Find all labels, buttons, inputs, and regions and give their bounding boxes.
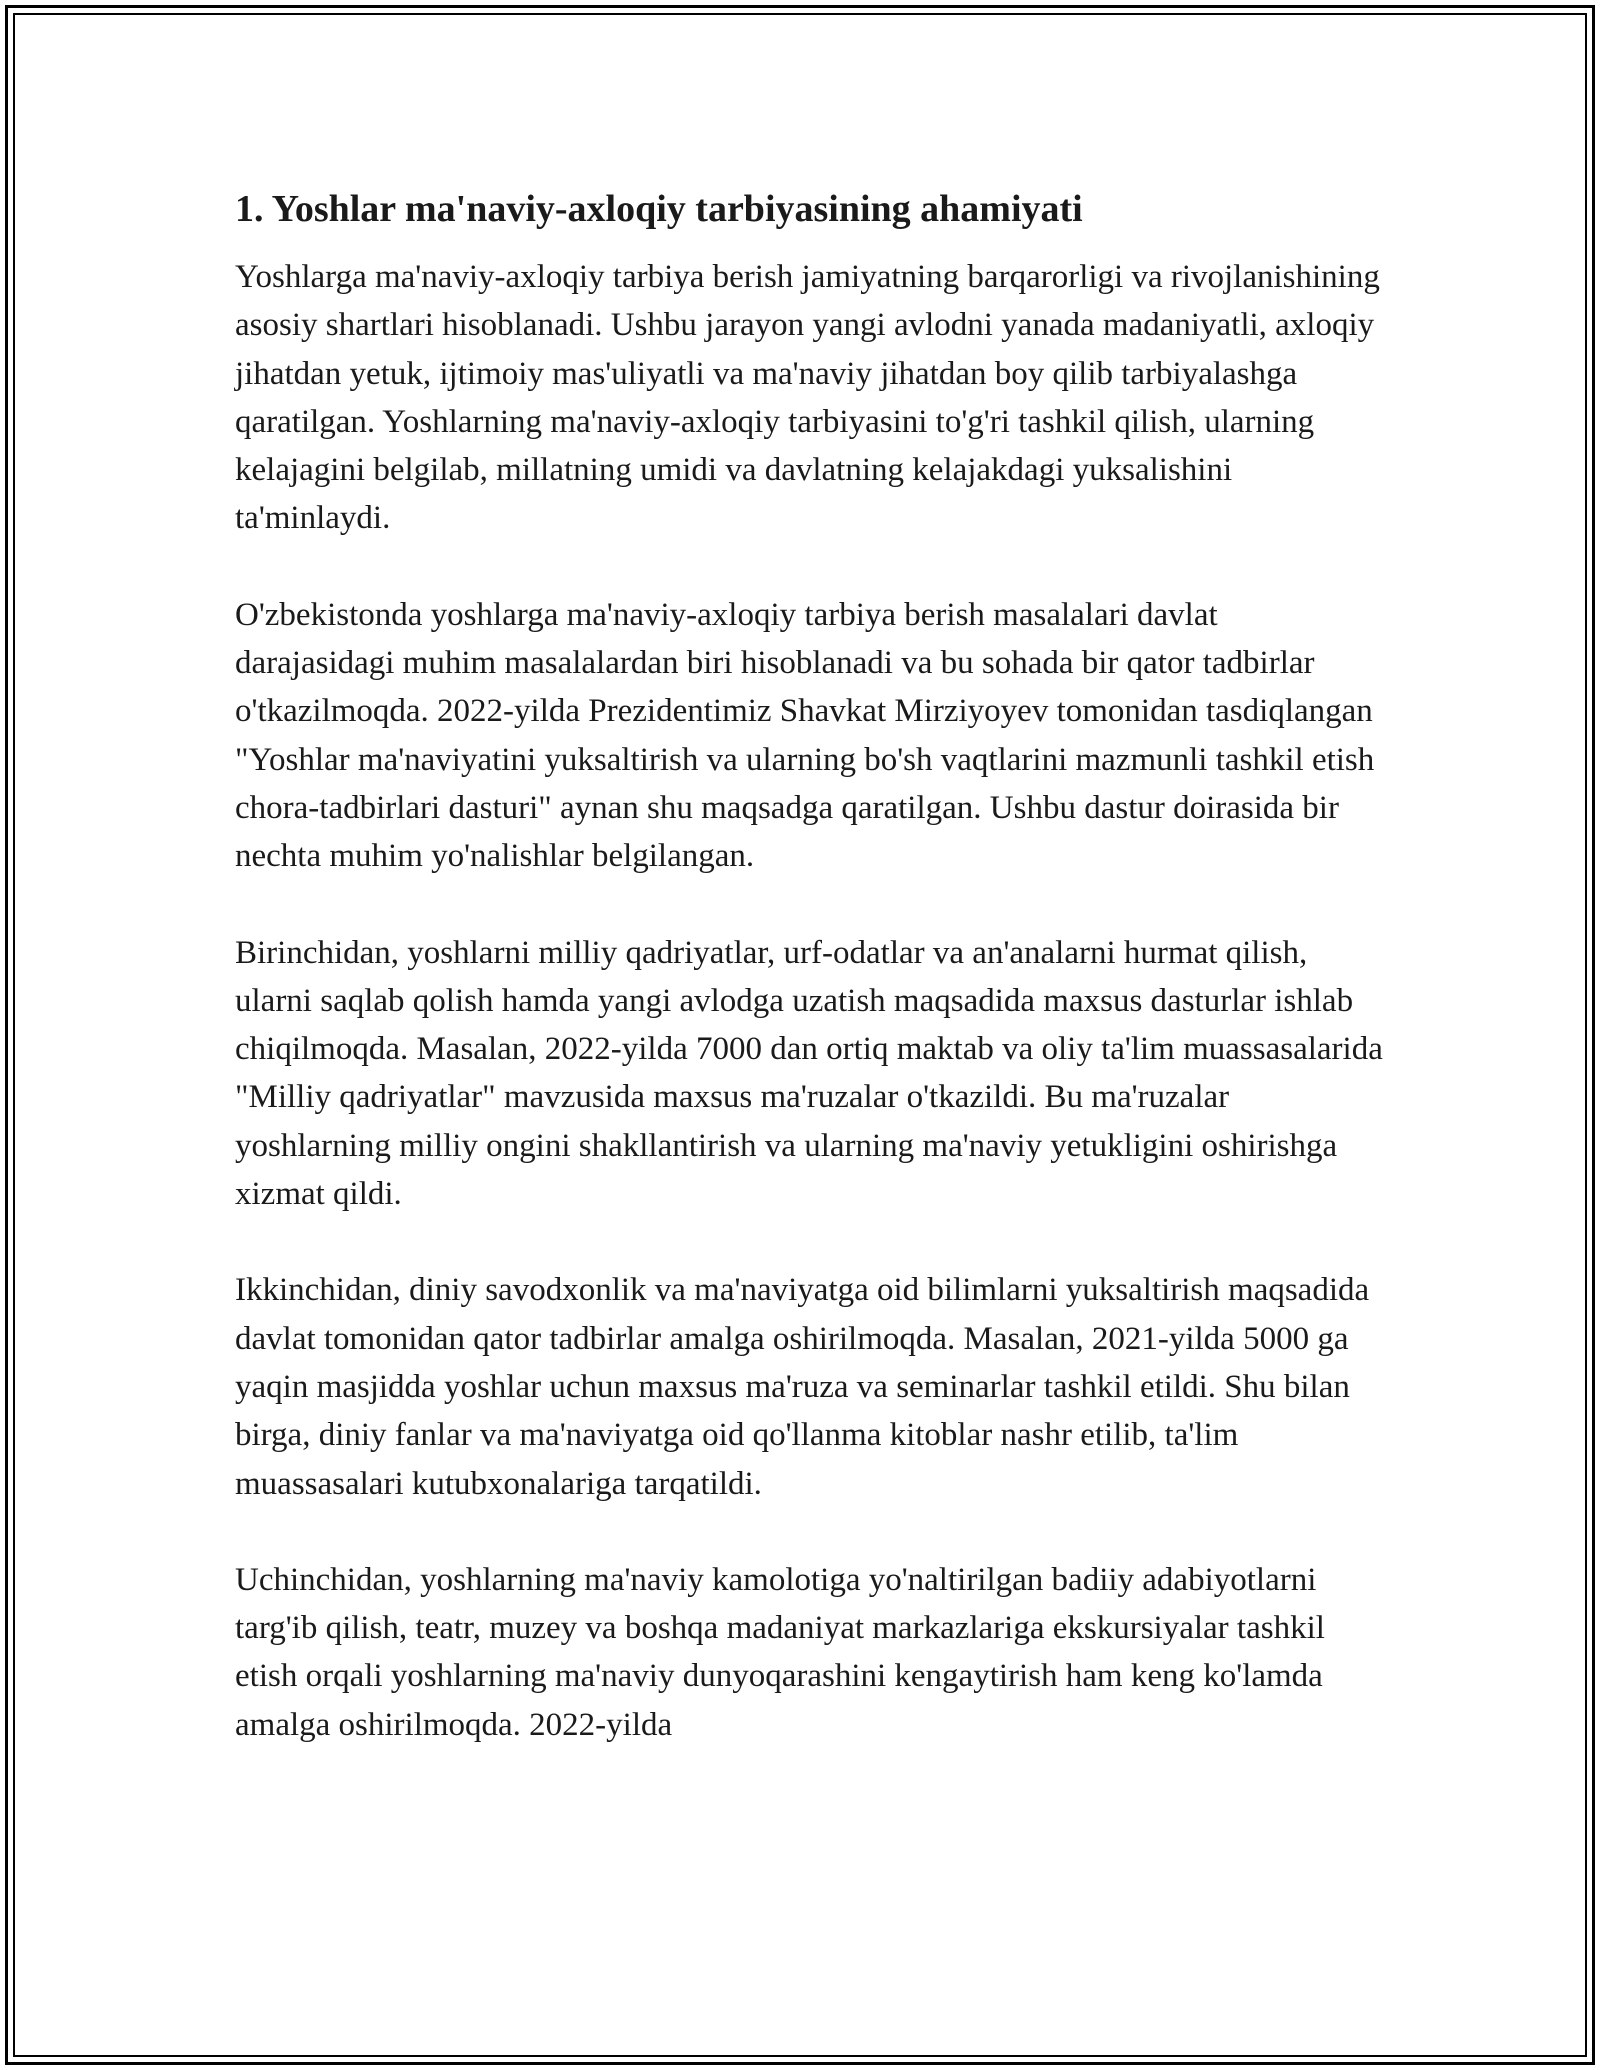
document-body bbox=[235, 185, 1385, 1797]
paragraph-second-direction: Ikkinchidan, diniy savodxonlik va ma'naviyatga oid bilimlarni yuksaltirish maqsadida davlat tomonidan qator tadbirlar amalga oshirilmoqda. Masalan, 2021-yilda 5000 ga yaqin masjidda yoshlar uchun maxsus ma'ruza va seminarlar tashkil etildi. Shu bilan birga, diniy fanlar va ma'naviyatga oid qo'llanma kitoblar nashr etilib, ta'lim muassasalari kutubxonalariga tarqatildi. bbox=[235, 1272, 1370, 1502]
paragraph-first-direction: Birinchidan, yoshlarni milliy qadriyatlar, urf-odatlar va an'analarni hurmat qilish, ularni saqlab qolish hamda yangi avlodga uzatish maqsadida maxsus dasturlar ishlab chiqilmoqda. Masalan, 2022-yilda 7000 dan ortiq maktab va oliy ta'lim muassasalarida "Milliy qadriyatlar" mavzusida maxsus ma'ruzalar o'tkazildi. Bu ma'ruzalar yoshlarning milliy ongini shakllantirish va ularning ma'naviy yetukligini oshirishga xizmat qildi. bbox=[235, 934, 1383, 1213]
paragraph-state-program: O'zbekistonda yoshlarga ma'naviy-axloqiy tarbiya berish masalalari davlat darajasidagi muhim masalalardan biri hisoblanadi va bu sohada bir qator tadbirlar o'tkazilmoqda. 2022-yilda Prezidentimiz Shavkat Mirziyoyev tomonidan tasdiqlangan "Yoshlar ma'naviyatini yuksaltirish va ularning bo'sh vaqtlarini mazmunli tashkil etish chora-tadbirlari dasturi" aynan shu maqsadga qaratilgan. Ushbu dastur doirasida bir nechta muhim yo'nalishlar belgilangan. bbox=[235, 596, 1375, 875]
paragraph-intro: Yoshlarga ma'naviy-axloqiy tarbiya berish jamiyatning barqarorligi va rivojlanishining asosiy shartlari hisoblanadi. Ushbu jarayon yangi avlodni yanada madaniyatli, axloqiy jihatdan yetuk, ijtimoiy mas'uliyatli va ma'naviy jihatdan boy qilib tarbiyalashga qaratilgan. Yoshlarning ma'naviy-axloqiy tarbiyasini to'g'ri tashkil qilish, ularning kelajagini belgilab, millatning umidi va davlatning kelajakdagi yuksalishini ta'minlaydi. bbox=[235, 259, 1380, 537]
paragraph-third-direction: Uchinchidan, yoshlarning ma'naviy kamolotiga yo'naltirilgan badiiy adabiyotlarni targ'ib qilish, teatr, muzey va boshqa madaniyat markazlariga ekskursiyalar tashkil etish orqali yoshlarning ma'naviy dunyoqarashini kengaytirish ham keng ko'lamda amalga oshirilmoqda. 2022-yilda bbox=[235, 1561, 1325, 1743]
section-heading: 1. Yoshlar ma'naviy-axloqiy tarbiyasining ahamiyati bbox=[235, 188, 1083, 230]
